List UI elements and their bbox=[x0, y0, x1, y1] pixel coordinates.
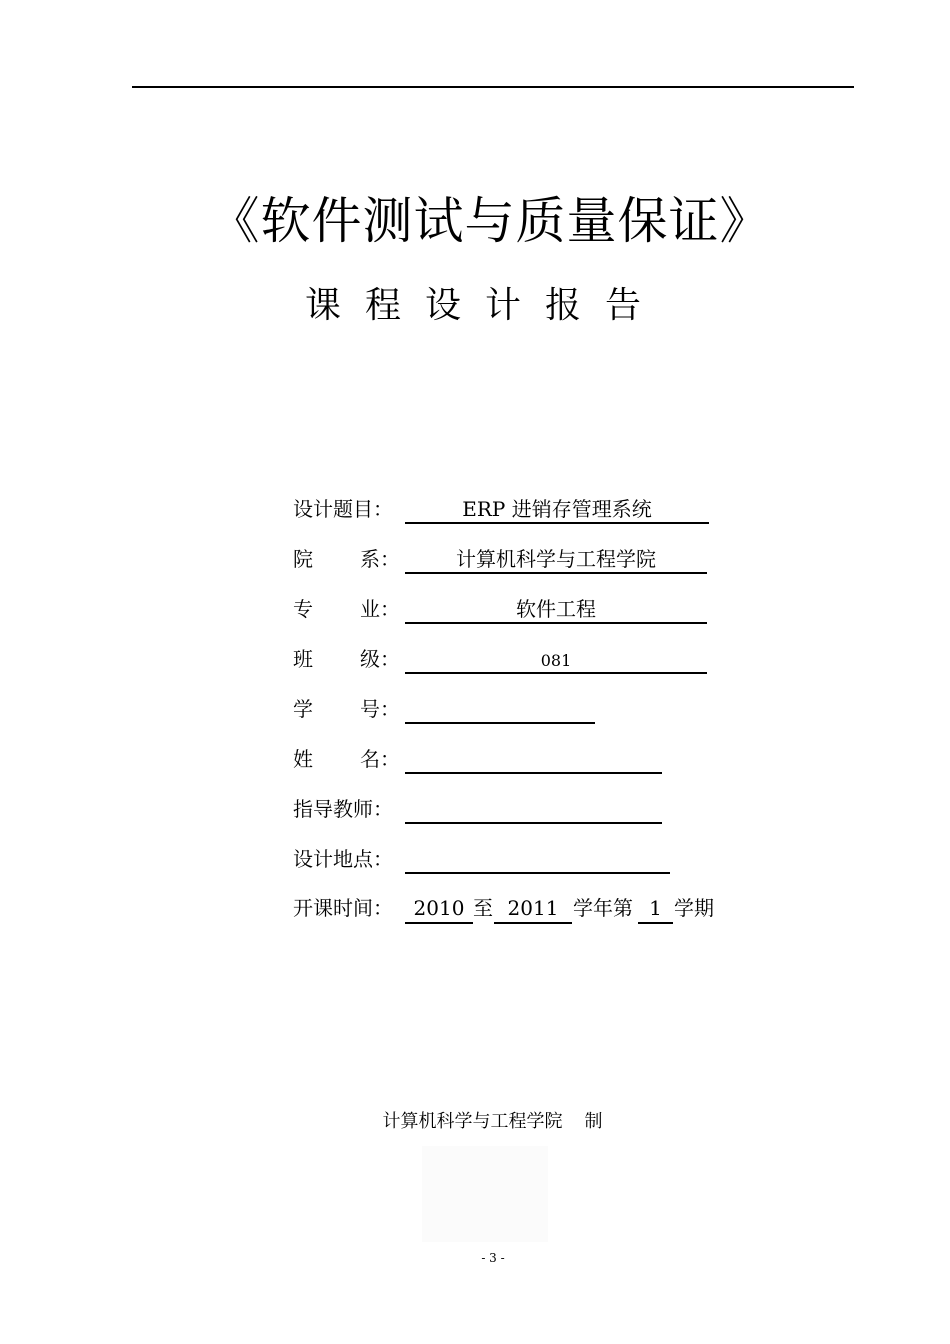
student-id-label-char2: 号 bbox=[360, 697, 380, 721]
advisor-label: 指导教师： bbox=[293, 797, 393, 821]
term-academic-year: 学年第 bbox=[573, 896, 633, 920]
design-topic-label: 设计题目： bbox=[293, 497, 393, 521]
major-value: 软件工程 bbox=[516, 597, 596, 621]
footer-made-by: 制 bbox=[584, 1111, 603, 1132]
name-label-colon: ： bbox=[380, 747, 400, 771]
stamp-area bbox=[422, 1146, 548, 1242]
department-label-char2: 系 bbox=[360, 547, 380, 571]
term-start-year-field[interactable] bbox=[405, 893, 473, 924]
class-label-char2: 级 bbox=[360, 647, 380, 671]
department-label-char1: 院 bbox=[293, 547, 313, 571]
name-field[interactable] bbox=[405, 744, 662, 774]
location-field[interactable] bbox=[405, 844, 670, 874]
footer-organization: 计算机科学与工程学院 bbox=[382, 1111, 563, 1132]
department-label-colon: ： bbox=[380, 547, 400, 571]
header-rule bbox=[132, 86, 854, 88]
term-semester-suffix: 学期 bbox=[674, 896, 714, 920]
term-end-year-field[interactable] bbox=[494, 893, 572, 924]
footer-organization-line bbox=[0, 1108, 950, 1136]
department-value: 计算机科学与工程学院 bbox=[456, 547, 656, 571]
design-topic-field[interactable] bbox=[405, 494, 709, 524]
term-label: 开课时间： bbox=[293, 896, 393, 920]
major-label-char1: 专 bbox=[293, 597, 313, 621]
report-subtitle: 课程设计报告 bbox=[304, 285, 665, 326]
class-label-char1: 班 bbox=[293, 647, 313, 671]
name-label-char1: 姓 bbox=[293, 747, 313, 771]
class-field[interactable] bbox=[405, 644, 707, 674]
student-id-field[interactable] bbox=[405, 694, 595, 724]
term-start-year: 2010 bbox=[413, 896, 465, 920]
term-end-year: 2011 bbox=[507, 896, 559, 920]
department-field[interactable] bbox=[405, 544, 707, 574]
class-label-colon: ： bbox=[380, 647, 400, 671]
design-topic-value: ERP 进销存管理系统 bbox=[462, 497, 652, 521]
location-label: 设计地点： bbox=[293, 847, 393, 871]
term-to: 至 bbox=[473, 896, 493, 920]
class-value: 081 bbox=[540, 651, 572, 670]
major-field[interactable] bbox=[405, 594, 707, 624]
advisor-field[interactable] bbox=[405, 794, 662, 824]
student-id-label-colon: ： bbox=[380, 697, 400, 721]
major-label-colon: ： bbox=[380, 597, 400, 621]
student-id-label-char1: 学 bbox=[293, 697, 313, 721]
term-semester: 1 bbox=[649, 896, 662, 920]
name-label-char2: 名 bbox=[360, 747, 380, 771]
major-label-char2: 业 bbox=[360, 597, 380, 621]
term-semester-field[interactable] bbox=[638, 893, 673, 924]
report-title: 《软件测试与质量保证》 bbox=[209, 192, 771, 250]
page-number: - 3 - bbox=[481, 1251, 505, 1265]
